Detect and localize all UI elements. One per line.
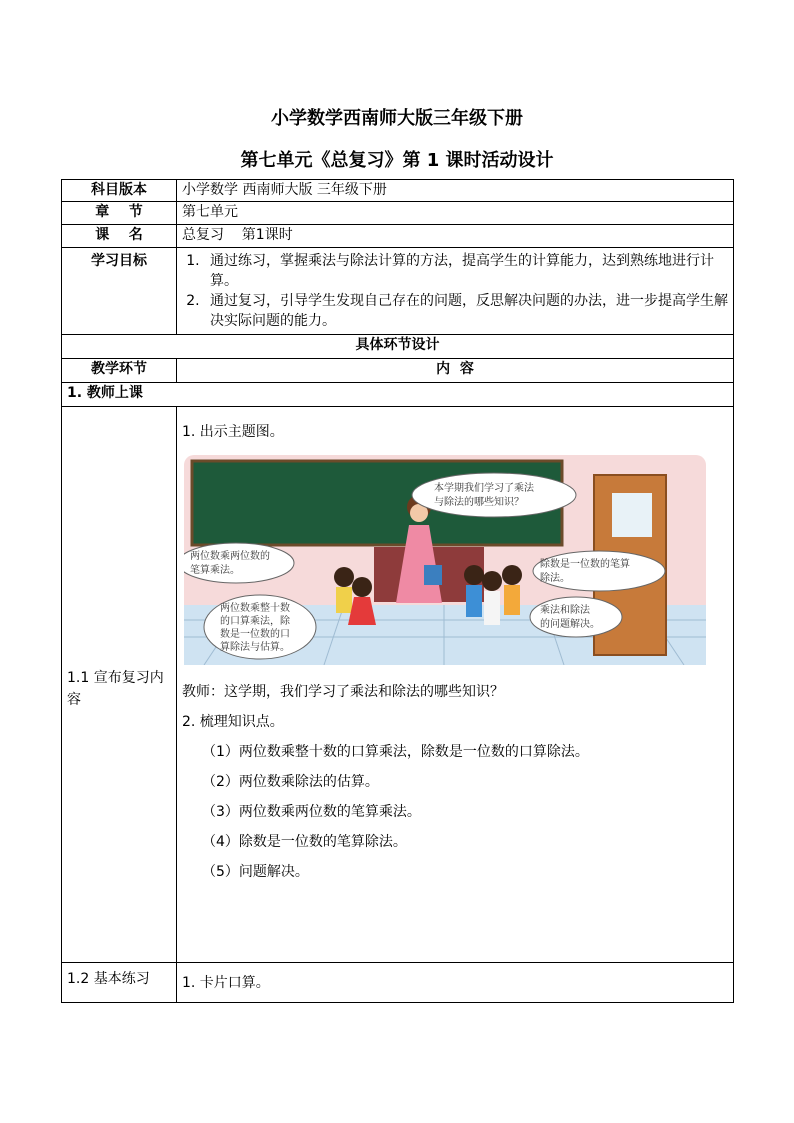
goal-item: 1. 通过练习，掌握乘法与除法计算的方法，提高学生的计算能力，达到熟练地进行计算。 (204, 251, 728, 291)
chapter-label: 章 节 (62, 202, 177, 225)
knowledge-point: （1）两位数乘整十数的口算乘法，除数是一位数的口算除法。 (202, 744, 589, 760)
bubble-right-top-line1: 除数是一位数的笔算 (540, 559, 630, 570)
bubble-left-bottom-line4: 算除法与估算。 (220, 642, 290, 653)
doc-subtitle: 第七单元《总复习》第 1 课时活动设计 (240, 150, 554, 171)
bubble-teacher-line2: 与除法的哪些知识？ (434, 497, 524, 508)
lesson-label: 课 名 (62, 225, 177, 248)
lesson-table (61, 179, 734, 1003)
step-show-picture: 1. 出示主题图。 (182, 424, 284, 440)
stage-1-2: 1.2 基本练习 (62, 963, 177, 1003)
subject-value: 小学数学 西南师大版 三年级下册 (177, 180, 734, 202)
bubble-left-bottom-line1: 两位数乘整十数 (220, 603, 290, 614)
knowledge-point: （5）问题解决。 (202, 864, 309, 880)
bubble-left-bottom-line2: 的口算乘法，除 (220, 616, 290, 627)
knowledge-point: （4）除数是一位数的笔算除法。 (202, 834, 407, 850)
teacher-question: 教师：这学期，我们学习了乘法和除法的哪些知识？ (182, 684, 504, 700)
col-content-header: 内 容 (177, 359, 734, 383)
stage-1-1 (62, 407, 177, 963)
bubble-right-top-line2: 除法。 (540, 573, 570, 584)
lesson-illustration (184, 455, 706, 665)
part-1-header: 1. 教师上课 (62, 383, 734, 407)
subject-label: 科目版本 (62, 180, 177, 202)
bubble-left-bottom-line3: 数是一位数的口 (220, 629, 290, 640)
knowledge-point: （3）两位数乘两位数的笔算乘法。 (202, 804, 421, 820)
lesson-value: 总复习 第1课时 (177, 225, 734, 248)
bubble-right-bottom-line2: 的问题解决。 (540, 619, 600, 630)
col-stage-header: 教学环节 (62, 359, 177, 383)
stage-1-1-label: 1.1 宣布复习内容 (67, 669, 164, 708)
step-card-oral: 1. 卡片口算。 (177, 963, 734, 1003)
bubble-right-bottom-line1: 乘法和除法 (540, 605, 590, 616)
goals-list (182, 251, 728, 331)
section-header: 具体环节设计 (62, 335, 734, 359)
knowledge-point: （2）两位数乘除法的估算。 (202, 774, 379, 790)
chapter-value: 第七单元 (177, 202, 734, 225)
goal-item: 2. 通过复习，引导学生发现自己存在的问题，反思解决问题的办法，进一步提高学生解决实际问题的能力。 (204, 291, 728, 331)
bubble-teacher-line1: 本学期我们学习了乘法 (434, 483, 534, 494)
goals-label: 学习目标 (62, 248, 177, 335)
step-organize: 2. 梳理知识点。 (182, 714, 284, 730)
doc-title: 小学数学西南师大版三年级下册 (271, 108, 523, 129)
bubble-left-top-line2: 笔算乘法。 (190, 565, 240, 576)
bubble-left-top-line1: 两位数乘两位数的 (190, 551, 270, 562)
